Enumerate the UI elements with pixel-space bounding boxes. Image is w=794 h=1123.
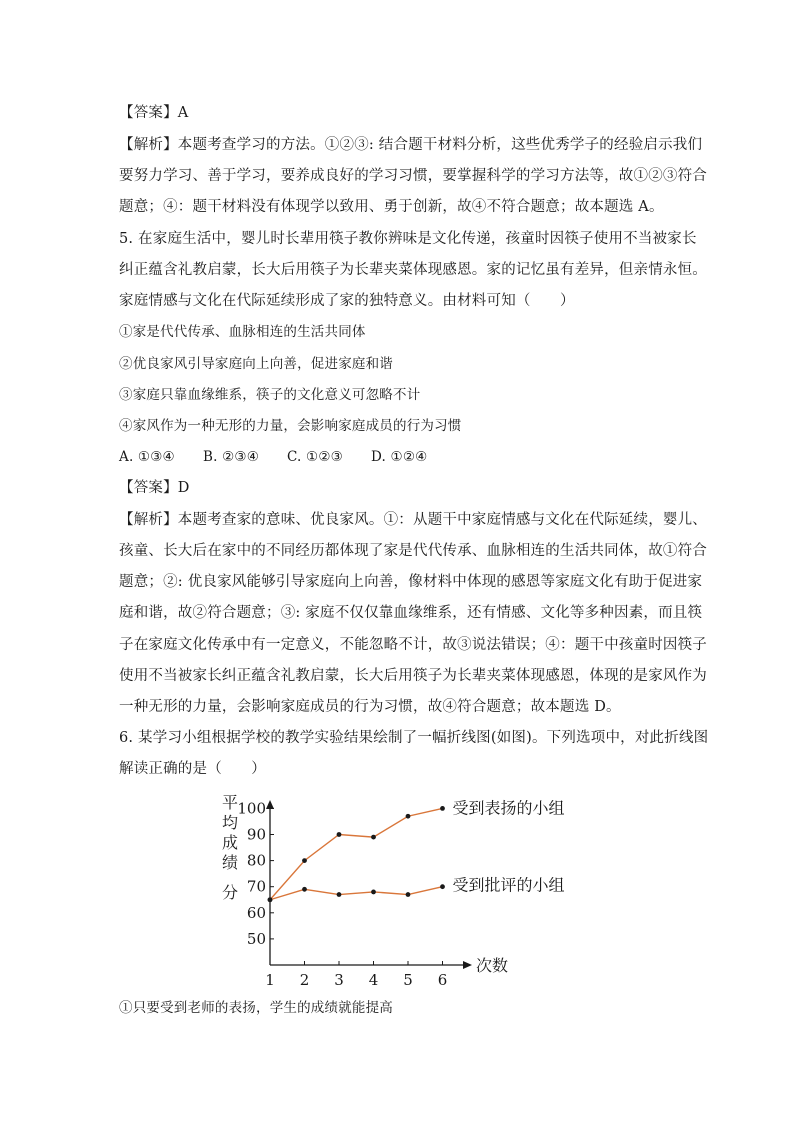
series-line-1 — [270, 808, 443, 899]
data-point — [302, 887, 307, 892]
q5-analysis-line-2: 孩童、长大后在家中的不同经历都体现了家是代代传承、血脉相连的生活共同体，故①符合 — [119, 543, 707, 559]
data-point — [440, 884, 445, 889]
y-tick-label: 50 — [246, 929, 266, 948]
q5-analysis-line-5: 子在家庭文化传承中有一定意义，不能忽略不计，故③说法错误；④：题干中孩童时因筷子 — [119, 637, 707, 653]
q6-stem-line-2: 解读正确的是（ ） — [119, 761, 266, 777]
q5-analysis-line-1: 【解析】本题考查家的意味、优良家风。①：从题干中家庭情感与文化在代际延续，婴儿、 — [119, 512, 707, 528]
series-label-1: 受到表扬的小组 — [452, 798, 565, 818]
q4-answer: 【答案】A — [119, 105, 189, 121]
x-tick-label: 2 — [299, 971, 310, 989]
data-point — [337, 832, 342, 837]
q5-analysis-line-7: 一种无形的力量，会影响家庭成员的行为习惯，故④符合题意；故本题选 D。 — [119, 699, 621, 715]
line-chart — [210, 788, 590, 993]
q4-analysis-line-1: 【解析】本题考查学习的方法。①②③: 结合题干材料分析，这些优秀学子的经验启示我们 — [119, 137, 703, 153]
data-point — [371, 890, 376, 895]
x-tick-label: 6 — [437, 971, 448, 989]
data-point — [440, 806, 445, 811]
y-tick-label: 90 — [246, 825, 266, 844]
y-tick-label: 80 — [246, 851, 266, 870]
y-axis-label-char: 均 — [222, 813, 239, 832]
q5-analysis-line-6: 使用不当被家长纠正蕴含礼教启蒙，长大后用筷子为长辈夹菜体现感恩，体现的是家风作为 — [119, 668, 707, 684]
data-point — [406, 892, 411, 897]
q5-statement-2: ②优良家风引导家庭向上向善，促进家庭和谐 — [119, 356, 393, 372]
y-tick-label: 60 — [246, 903, 266, 922]
y-axis-ticks — [237, 799, 274, 948]
y-tick-label: 70 — [246, 877, 266, 896]
x-tick-label: 1 — [265, 971, 275, 989]
q5-statement-3: ③家庭只靠血缘维系，筷子的文化意义可忽略不计 — [119, 387, 421, 403]
data-point — [406, 814, 411, 819]
x-axis-label: 次数 — [476, 956, 509, 975]
y-axis-label-char: 绩 — [222, 853, 239, 872]
y-tick-label: 100 — [237, 799, 266, 818]
y-axis-label-char: 分 — [222, 883, 239, 902]
y-axis-label — [222, 793, 238, 902]
q5-analysis-line-3: 题意；②: 优良家风能够引导家庭向上向善，像材料中体现的感恩等家庭文化有助于促进家 — [119, 574, 703, 590]
q4-analysis-line-2: 要努力学习、善于学习，要养成良好的学习习惯，要掌握科学的学习方法等，故①②③符合 — [119, 168, 707, 184]
q5-statement-1: ①家是代代传承、血脉相连的生活共同体 — [119, 324, 366, 340]
x-tick-label: 4 — [368, 971, 379, 989]
data-point — [302, 858, 307, 863]
q5-stem-line-2: 纠正蕴含礼教启蒙，长大后用筷子为长辈夹菜体现感恩。家的记忆虽有差异，但亲情永恒。 — [119, 262, 707, 278]
y-axis-label-char: 平 — [222, 793, 239, 812]
q4-analysis-line-3: 题意；④：题干材料没有体现学以致用、勇于创新，故④不符合题意；故本题选 A。 — [119, 199, 664, 215]
series-line-2 — [270, 887, 443, 900]
series-label-2: 受到批评的小组 — [452, 875, 565, 895]
series-labels — [453, 798, 565, 894]
q5-option-b: B. ②③④ — [203, 449, 260, 465]
data-point — [268, 897, 273, 902]
q5-stem-line-1: 5. 在家庭生活中，婴儿时长辈用筷子教你辨味是文化传递，孩童时因筷子使用不当被家长 — [119, 231, 697, 247]
x-tick-label: 5 — [403, 971, 413, 989]
data-point — [371, 835, 376, 840]
q5-options — [119, 447, 455, 467]
x-axis-arrow — [463, 961, 472, 969]
q5-statement-4: ④家风作为一种无形的力量，会影响家庭成员的行为习惯 — [119, 418, 462, 434]
chart-series — [268, 806, 445, 902]
q5-option-a: A. ①③④ — [119, 449, 175, 465]
y-axis-label-char: 成 — [222, 833, 239, 852]
q5-option-c: C. ①②③ — [287, 449, 343, 465]
q6-stem-line-1: 6. 某学习小组根据学校的教学实验结果绘制了一幅折线图(如图)。下列选项中，对此折线图 — [119, 730, 709, 746]
data-point — [337, 892, 342, 897]
y-axis-arrow — [266, 800, 274, 809]
x-tick-label: 3 — [334, 971, 344, 989]
q5-option-d: D. ①②④ — [371, 449, 428, 465]
q5-answer: 【答案】D — [119, 480, 190, 496]
q6-statement-1: ①只要受到老师的表扬，学生的成绩就能提高 — [119, 1000, 393, 1016]
q5-stem-line-3: 家庭情感与文化在代际延续形成了家的独特意义。由材料可知（ ） — [119, 293, 575, 309]
q5-analysis-line-4: 庭和谐，故②符合题意；③: 家庭不仅仅靠血缘维系，还有情感、文化等多种因素，而且筷 — [119, 605, 703, 621]
